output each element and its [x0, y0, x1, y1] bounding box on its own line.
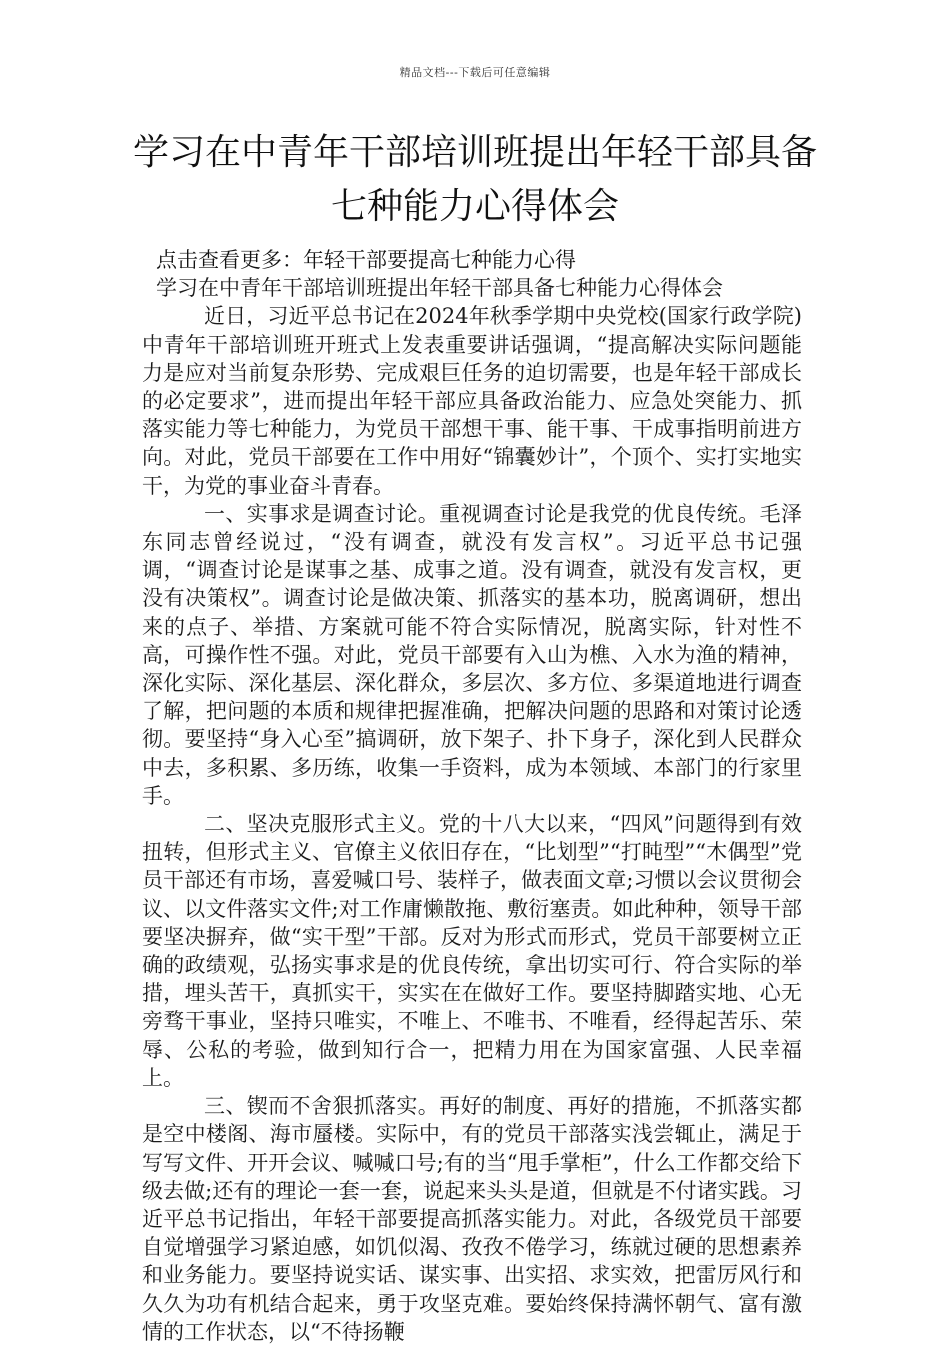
document-title: 学习在中青年干部培训班提出年轻干部具备七种能力心得体会: [132, 132, 817, 227]
header-note: 精品文档---下载后可任意编辑: [399, 66, 551, 79]
paragraph-section-3: 三、锲而不舍狠抓落实。再好的制度、再好的措施，不抓落实都是空中楼阁、海市蜃楼。实际中，有的党员干部落实浅尝辄止，满足于写写文件、开开会议、喊喊口号;有的当“甩手掌柜”，什么工作都交给下级去做;还有的理论一套一套，说起来头头是道，但就是不付诸实践。习近平总书记指出，年轻干部要提高抓落实能力。对此，各级党员干部要自觉增强学习紧迫感，如饥似渴、孜孜不倦学习，练就过硬的思想素养和业务能力。要坚持说实话、谋实事、出实招、求实效，把雷厉风行和久久为功有机结合起来，勇于攻坚克难。要始终保持满怀朝气、富有激情的工作状态，以“不待扬鞭: [142, 1094, 802, 1344]
paragraph-section-1: 一、实事求是调查讨论。重视调查讨论是我党的优良传统。毛泽东同志曾经说过，“没有调查，就没有发言权”。习近平总书记强调，“调查讨论是谋事之基、成事之道。没有调查，就没有发言权，更没有决策权”。调查讨论是做决策、抓落实的基本功，脱离调研，想出来的点子、举措、方案就可能不符合实际情况，脱离实际，针对性不高，可操作性不强。对此，党员干部要有入山为樵、入水为渔的精神，深化实际、深化基层、深化群众，多层次、多方位、多渠道地进行调查了解，把问题的本质和规律把握准确，把解决问题的思路和对策讨论透彻。要坚持“身入心至”搞调研，放下架子、扑下身子，深化到人民群众中去，多积累、多历练，收集一手资料，成为本领域、本部门的行家里手。: [142, 501, 802, 808]
document-subtitle: 学习在中青年干部培训班提出年轻干部具备七种能力心得体会: [156, 276, 723, 301]
more-link[interactable]: 点击查看更多：年轻干部要提高七种能力心得: [156, 248, 576, 272]
document-body: [142, 246, 802, 1346]
paragraph-section-2: 二、坚决克服形式主义。党的十八大以来，“四风”问题得到有效扭转，但形式主义、官僚主义依旧存在，“比划型”“打盹型”“木偶型”党员干部还有市场，喜爱喊口号、装样子，做表面文章;习惯以会议贯彻会议、以文件落实文件;对工作庸懒散拖、敷衍塞责。如此种种，领导干部要坚决摒弃，做“实干型”干部。反对为形式而形式，党员干部要树立正确的政绩观，弘扬实事求是的优良传统，拿出切实可行、符合实际的举措，埋头苦干，真抓实干，实实在在做好工作。要坚持脚踏实地、心无旁骛干事业，坚持只唯实，不唯上、不唯书、不唯看，经得起苦乐、荣辱、公私的考验，做到知行合一，把精力用在为国家富强、人民幸福上。: [142, 812, 802, 1090]
paragraph-intro: 近日，习近平总书记在2024年秋季学期中央党校(国家行政学院)中青年干部培训班开班式上发表重要讲话强调，“提高解决实际问题能力是应对当前复杂形势、完成艰巨任务的迫切需要，也是年轻干部成长的必定要求”，进而提出年轻干部应具备政治能力、应急处突能力、抓落实能力等七种能力，为党员干部想干事、能干事、干成事指明前进方向。对此，党员干部要在工作中用好“锦囊妙计”，个顶个、实打实地实干，为党的事业奋斗青春。: [142, 304, 802, 498]
